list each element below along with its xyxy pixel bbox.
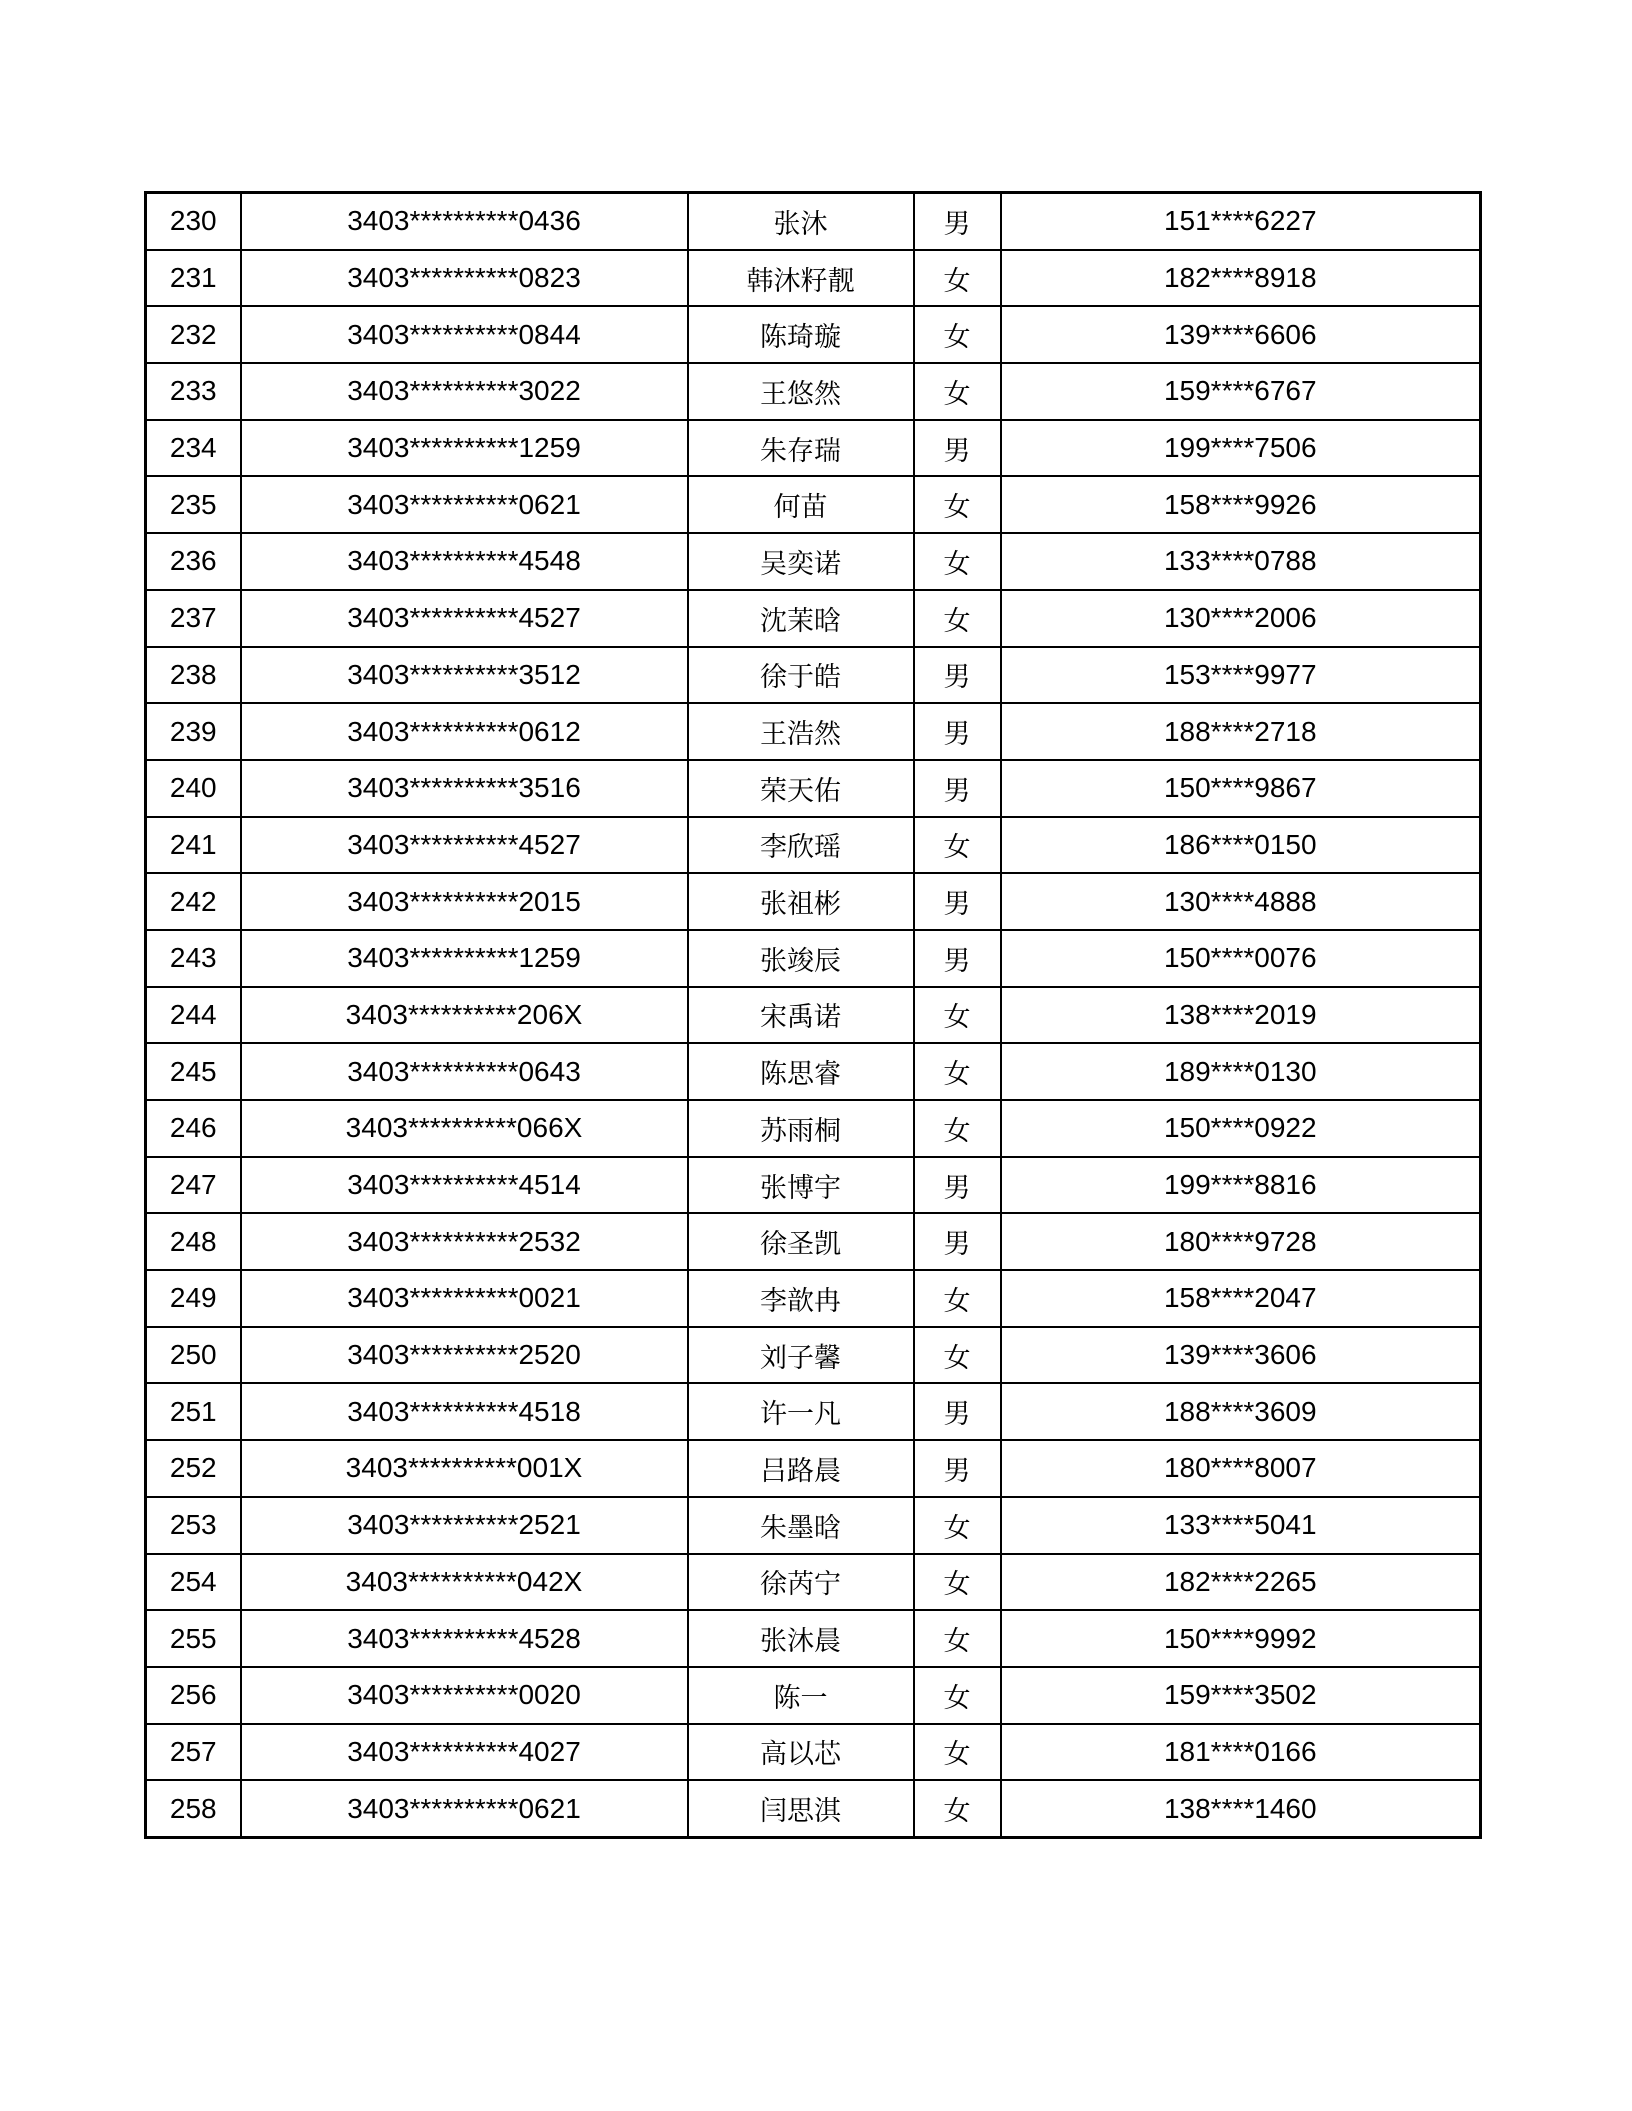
id-number-cell: 3403**********066X [241, 1100, 688, 1157]
gender-cell: 男 [914, 1383, 1001, 1440]
table-row [146, 1383, 1481, 1440]
id-number-cell: 3403**********0436 [241, 193, 688, 250]
row-number-cell: 233 [146, 363, 241, 420]
table-row [146, 590, 1481, 647]
id-number-cell: 3403**********0823 [241, 250, 688, 307]
row-number-cell: 236 [146, 533, 241, 590]
row-number-cell: 237 [146, 590, 241, 647]
id-number-cell: 3403**********4518 [241, 1383, 688, 1440]
gender-cell: 男 [914, 193, 1001, 250]
phone-cell: 150****9992 [1001, 1610, 1481, 1667]
row-number-cell: 239 [146, 703, 241, 760]
table-row [146, 476, 1481, 533]
row-number-cell: 255 [146, 1610, 241, 1667]
id-number-cell: 3403**********2015 [241, 873, 688, 930]
gender-cell: 女 [914, 533, 1001, 590]
phone-cell: 133****0788 [1001, 533, 1481, 590]
phone-cell: 153****9977 [1001, 647, 1481, 704]
gender-cell: 女 [914, 306, 1001, 363]
name-cell: 吕路晨 [688, 1440, 914, 1497]
phone-cell: 133****5041 [1001, 1497, 1481, 1554]
gender-cell: 女 [914, 1610, 1001, 1667]
row-number-cell: 240 [146, 760, 241, 817]
name-cell: 刘子馨 [688, 1327, 914, 1384]
row-number-cell: 232 [146, 306, 241, 363]
gender-cell: 男 [914, 1157, 1001, 1214]
table-row [146, 1497, 1481, 1554]
gender-cell: 男 [914, 930, 1001, 987]
row-number-cell: 234 [146, 420, 241, 477]
gender-cell: 女 [914, 987, 1001, 1044]
row-number-cell: 241 [146, 817, 241, 874]
id-number-cell: 3403**********3512 [241, 647, 688, 704]
name-cell: 王浩然 [688, 703, 914, 760]
id-number-cell: 3403**********0021 [241, 1270, 688, 1327]
name-cell: 许一凡 [688, 1383, 914, 1440]
row-number-cell: 252 [146, 1440, 241, 1497]
gender-cell: 男 [914, 873, 1001, 930]
table-row [146, 1610, 1481, 1667]
phone-cell: 158****9926 [1001, 476, 1481, 533]
phone-cell: 159****6767 [1001, 363, 1481, 420]
name-cell: 何苗 [688, 476, 914, 533]
table-row [146, 250, 1481, 307]
gender-cell: 女 [914, 1554, 1001, 1611]
phone-cell: 182****2265 [1001, 1554, 1481, 1611]
phone-cell: 180****9728 [1001, 1213, 1481, 1270]
row-number-cell: 230 [146, 193, 241, 250]
row-number-cell: 247 [146, 1157, 241, 1214]
phone-cell: 150****0922 [1001, 1100, 1481, 1157]
phone-cell: 138****2019 [1001, 987, 1481, 1044]
phone-cell: 130****2006 [1001, 590, 1481, 647]
roster-table-body [146, 193, 1481, 1838]
name-cell: 高以芯 [688, 1724, 914, 1781]
name-cell: 朱墨晗 [688, 1497, 914, 1554]
row-number-cell: 248 [146, 1213, 241, 1270]
name-cell: 张祖彬 [688, 873, 914, 930]
gender-cell: 女 [914, 1497, 1001, 1554]
row-number-cell: 231 [146, 250, 241, 307]
roster-table [144, 191, 1482, 1839]
phone-cell: 182****8918 [1001, 250, 1481, 307]
id-number-cell: 3403**********0844 [241, 306, 688, 363]
table-row [146, 1213, 1481, 1270]
name-cell: 徐圣凯 [688, 1213, 914, 1270]
row-number-cell: 245 [146, 1043, 241, 1100]
table-row [146, 1100, 1481, 1157]
gender-cell: 女 [914, 1043, 1001, 1100]
table-row [146, 1724, 1481, 1781]
gender-cell: 女 [914, 476, 1001, 533]
phone-cell: 188****3609 [1001, 1383, 1481, 1440]
id-number-cell: 3403**********001X [241, 1440, 688, 1497]
gender-cell: 男 [914, 1213, 1001, 1270]
id-number-cell: 3403**********0020 [241, 1667, 688, 1724]
name-cell: 张沐 [688, 193, 914, 250]
id-number-cell: 3403**********2520 [241, 1327, 688, 1384]
table-row [146, 1270, 1481, 1327]
row-number-cell: 253 [146, 1497, 241, 1554]
phone-cell: 139****3606 [1001, 1327, 1481, 1384]
id-number-cell: 3403**********4548 [241, 533, 688, 590]
id-number-cell: 3403**********4514 [241, 1157, 688, 1214]
id-number-cell: 3403**********0612 [241, 703, 688, 760]
row-number-cell: 238 [146, 647, 241, 704]
name-cell: 韩沐籽靓 [688, 250, 914, 307]
name-cell: 朱存瑞 [688, 420, 914, 477]
id-number-cell: 3403**********206X [241, 987, 688, 1044]
phone-cell: 180****8007 [1001, 1440, 1481, 1497]
table-row [146, 1667, 1481, 1724]
id-number-cell: 3403**********3022 [241, 363, 688, 420]
table-row [146, 647, 1481, 704]
table-row [146, 703, 1481, 760]
phone-cell: 150****9867 [1001, 760, 1481, 817]
gender-cell: 女 [914, 1270, 1001, 1327]
id-number-cell: 3403**********3516 [241, 760, 688, 817]
row-number-cell: 243 [146, 930, 241, 987]
row-number-cell: 249 [146, 1270, 241, 1327]
name-cell: 陈一 [688, 1667, 914, 1724]
name-cell: 张沐晨 [688, 1610, 914, 1667]
id-number-cell: 3403**********0621 [241, 476, 688, 533]
row-number-cell: 257 [146, 1724, 241, 1781]
table-row [146, 1554, 1481, 1611]
phone-cell: 139****6606 [1001, 306, 1481, 363]
table-row [146, 193, 1481, 250]
gender-cell: 女 [914, 1724, 1001, 1781]
gender-cell: 女 [914, 363, 1001, 420]
phone-cell: 130****4888 [1001, 873, 1481, 930]
row-number-cell: 250 [146, 1327, 241, 1384]
id-number-cell: 3403**********1259 [241, 930, 688, 987]
phone-cell: 199****7506 [1001, 420, 1481, 477]
row-number-cell: 251 [146, 1383, 241, 1440]
table-row [146, 1440, 1481, 1497]
name-cell: 宋禹诺 [688, 987, 914, 1044]
table-row [146, 1327, 1481, 1384]
table-row [146, 420, 1481, 477]
row-number-cell: 256 [146, 1667, 241, 1724]
phone-cell: 199****8816 [1001, 1157, 1481, 1214]
id-number-cell: 3403**********4528 [241, 1610, 688, 1667]
id-number-cell: 3403**********0643 [241, 1043, 688, 1100]
name-cell: 李歆冉 [688, 1270, 914, 1327]
table-row [146, 1043, 1481, 1100]
name-cell: 王悠然 [688, 363, 914, 420]
phone-cell: 189****0130 [1001, 1043, 1481, 1100]
id-number-cell: 3403**********2532 [241, 1213, 688, 1270]
gender-cell: 男 [914, 1440, 1001, 1497]
phone-cell: 158****2047 [1001, 1270, 1481, 1327]
row-number-cell: 254 [146, 1554, 241, 1611]
phone-cell: 138****1460 [1001, 1780, 1481, 1837]
table-row [146, 987, 1481, 1044]
name-cell: 陈思睿 [688, 1043, 914, 1100]
id-number-cell: 3403**********4527 [241, 590, 688, 647]
gender-cell: 女 [914, 817, 1001, 874]
gender-cell: 女 [914, 590, 1001, 647]
name-cell: 荣天佑 [688, 760, 914, 817]
id-number-cell: 3403**********1259 [241, 420, 688, 477]
phone-cell: 186****0150 [1001, 817, 1481, 874]
name-cell: 张竣辰 [688, 930, 914, 987]
name-cell: 吴奕诺 [688, 533, 914, 590]
row-number-cell: 246 [146, 1100, 241, 1157]
table-row [146, 873, 1481, 930]
row-number-cell: 258 [146, 1780, 241, 1837]
phone-cell: 188****2718 [1001, 703, 1481, 760]
table-row [146, 306, 1481, 363]
name-cell: 李欣瑶 [688, 817, 914, 874]
gender-cell: 女 [914, 250, 1001, 307]
id-number-cell: 3403**********2521 [241, 1497, 688, 1554]
id-number-cell: 3403**********4527 [241, 817, 688, 874]
table-row [146, 817, 1481, 874]
name-cell: 陈琦璇 [688, 306, 914, 363]
phone-cell: 151****6227 [1001, 193, 1481, 250]
name-cell: 张博宇 [688, 1157, 914, 1214]
gender-cell: 男 [914, 703, 1001, 760]
table-row [146, 1157, 1481, 1214]
table-row [146, 533, 1481, 590]
name-cell: 徐芮宁 [688, 1554, 914, 1611]
id-number-cell: 3403**********042X [241, 1554, 688, 1611]
gender-cell: 男 [914, 760, 1001, 817]
name-cell: 沈茉晗 [688, 590, 914, 647]
name-cell: 徐于皓 [688, 647, 914, 704]
row-number-cell: 242 [146, 873, 241, 930]
phone-cell: 150****0076 [1001, 930, 1481, 987]
table-row [146, 930, 1481, 987]
gender-cell: 男 [914, 420, 1001, 477]
id-number-cell: 3403**********0621 [241, 1780, 688, 1837]
table-row [146, 363, 1481, 420]
gender-cell: 男 [914, 647, 1001, 704]
row-number-cell: 244 [146, 987, 241, 1044]
gender-cell: 女 [914, 1780, 1001, 1837]
phone-cell: 159****3502 [1001, 1667, 1481, 1724]
gender-cell: 女 [914, 1327, 1001, 1384]
id-number-cell: 3403**********4027 [241, 1724, 688, 1781]
name-cell: 闫思淇 [688, 1780, 914, 1837]
table-row [146, 760, 1481, 817]
phone-cell: 181****0166 [1001, 1724, 1481, 1781]
gender-cell: 女 [914, 1667, 1001, 1724]
gender-cell: 女 [914, 1100, 1001, 1157]
table-row [146, 1780, 1481, 1837]
name-cell: 苏雨桐 [688, 1100, 914, 1157]
row-number-cell: 235 [146, 476, 241, 533]
